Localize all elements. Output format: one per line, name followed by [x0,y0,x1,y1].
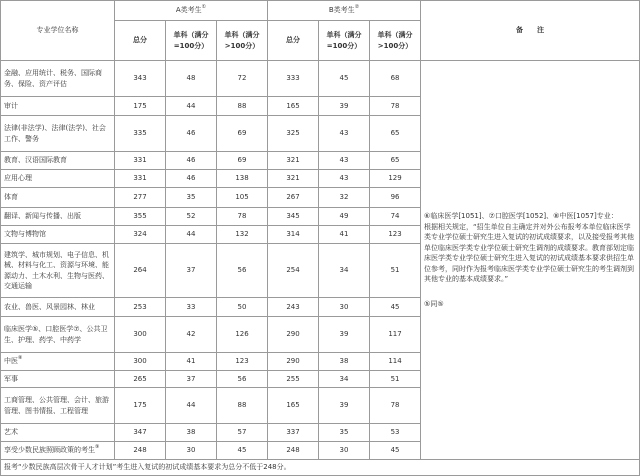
footer-row [1,460,640,476]
score-cell-a-total: 248 [115,442,166,460]
score-cell-b-s100: 32 [319,188,370,208]
score-cell-a-total: 264 [115,244,166,298]
score-cell-a-total: 253 [115,298,166,317]
major-name-cell: 应用心理 [1,170,115,188]
score-cell-a-s150: 105 [217,188,268,208]
major-name-cell: 教育、汉语国际教育 [1,152,115,170]
score-cell-b-s150: 51 [370,371,421,388]
header-a-total: 总分 [115,21,166,61]
score-cell-a-s100: 52 [166,208,217,226]
score-cell-a-s150: 78 [217,208,268,226]
score-cell-b-s100: 35 [319,424,370,442]
score-cell-b-total: 325 [268,116,319,152]
remarks-note: 根据相关规定，“招生单位自主确定并对外公布报考本单位临床医学类专业学位硕士研究生进入复试的初试成绩要求，以及接受报考其他单位临床医学类专业学位硕士研究生调剂的成绩要求。教育部划定临床医学类专业学位硕士研究生进入复试的初试成绩基本要求供招生单位参考，同时作为报考临床医学类专业学位硕士研究生的考生调剂到其他专业的基本成绩要求。” [424,222,635,283]
major-name-cell: 文物与博物馆 [1,226,115,244]
score-cell-a-s150: 57 [217,424,268,442]
header-b-single-100: 单科（满分=100分） [319,21,370,61]
header-group-b: B类考生② [268,1,421,21]
score-cell-b-s100: 43 [319,152,370,170]
score-cell-b-total: 165 [268,97,319,116]
score-cell-b-s100: 34 [319,244,370,298]
score-cell-a-total: 300 [115,317,166,353]
score-cell-a-total: 355 [115,208,166,226]
score-cell-b-s100: 43 [319,170,370,188]
remarks-cell [421,61,640,460]
score-cell-a-s100: 44 [166,226,217,244]
score-cell-a-total: 175 [115,388,166,424]
score-cell-b-s150: 51 [370,244,421,298]
score-cell-a-total: 347 [115,424,166,442]
score-cell-b-s150: 45 [370,442,421,460]
score-cell-b-s100: 30 [319,442,370,460]
score-cell-a-s100: 33 [166,298,217,317]
score-cell-a-s150: 45 [217,442,268,460]
score-cell-a-s100: 37 [166,244,217,298]
score-cell-b-s150: 123 [370,226,421,244]
score-cell-b-total: 290 [268,317,319,353]
score-cell-a-s100: 48 [166,61,217,97]
score-cell-a-s100: 41 [166,353,217,371]
score-cell-a-s100: 46 [166,170,217,188]
major-name-cell: 中医⑧ [1,353,115,371]
score-cell-a-s100: 46 [166,116,217,152]
footer-note: 报考“少数民族高层次骨干人才计划”考生进入复试的初试成绩基本要求为总分不低于248分。 [1,460,640,476]
score-cell-a-s150: 69 [217,116,268,152]
score-cell-a-s150: 56 [217,371,268,388]
remarks-note: ⑤同⑤ [424,299,444,308]
major-name-cell: 金融、应用统计、税务、国际商务、保险、资产评估 [1,61,115,97]
score-cell-a-s100: 35 [166,188,217,208]
score-cell-a-total: 300 [115,353,166,371]
score-cell-a-s100: 44 [166,97,217,116]
score-cell-a-total: 343 [115,61,166,97]
score-cell-a-s150: 56 [217,244,268,298]
score-cell-a-s150: 88 [217,97,268,116]
score-cell-a-s150: 88 [217,388,268,424]
score-cell-b-total: 321 [268,170,319,188]
score-cell-a-s150: 50 [217,298,268,317]
score-cell-b-s100: 39 [319,97,370,116]
header-remarks: 备 注 [421,1,640,61]
score-cell-b-total: 321 [268,152,319,170]
score-cell-a-s150: 132 [217,226,268,244]
score-cell-b-s150: 114 [370,353,421,371]
score-cell-b-s100: 39 [319,388,370,424]
score-cell-a-s100: 44 [166,388,217,424]
score-cell-a-total: 331 [115,170,166,188]
header-b-total: 总分 [268,21,319,61]
score-cell-b-s100: 30 [319,298,370,317]
score-cell-b-s100: 43 [319,116,370,152]
score-cell-b-total: 255 [268,371,319,388]
score-cell-b-s150: 65 [370,152,421,170]
score-cell-b-total: 248 [268,442,319,460]
major-name-cell: 法律(非法学)、法律(法学)、社会工作、警务 [1,116,115,152]
score-cell-a-s100: 38 [166,424,217,442]
score-cell-b-s100: 34 [319,371,370,388]
major-name-cell: 建筑学、城市规划、电子信息、机械、材料与化工、资源与环境、能源动力、土木水利、生物与医药、交通运输 [1,244,115,298]
score-cell-b-s150: 78 [370,97,421,116]
score-cell-b-s100: 39 [319,317,370,353]
score-cell-a-total: 277 [115,188,166,208]
score-cell-b-s150: 129 [370,170,421,188]
header-group-a: A类考生① [115,1,268,21]
score-cell-b-s150: 53 [370,424,421,442]
major-name-cell: 军事 [1,371,115,388]
score-cell-a-s100: 46 [166,152,217,170]
score-cell-b-s150: 96 [370,188,421,208]
score-cell-b-s100: 41 [319,226,370,244]
score-cell-a-total: 324 [115,226,166,244]
major-name-cell: 审计 [1,97,115,116]
score-cell-b-s150: 45 [370,298,421,317]
major-name-cell: 享受少数民族照顾政策的考生⑨ [1,442,115,460]
major-name-cell: 工商管理、公共管理、会计、旅游管理、图书情报、工程管理 [1,388,115,424]
score-cell-b-total: 267 [268,188,319,208]
score-cell-b-total: 290 [268,353,319,371]
header-a-single-100: 单科（满分=100分） [166,21,217,61]
score-cell-b-total: 243 [268,298,319,317]
header-major: 专业学位名称 [1,1,115,61]
score-cell-a-s100: 37 [166,371,217,388]
score-cell-b-total: 314 [268,226,319,244]
score-cell-a-s100: 30 [166,442,217,460]
header-a-single-over-100: 单科（满分>100分） [217,21,268,61]
score-cell-a-s100: 42 [166,317,217,353]
score-cell-b-total: 333 [268,61,319,97]
score-cell-a-total: 265 [115,371,166,388]
score-cell-b-s150: 74 [370,208,421,226]
major-name-cell: 农业、兽医、风景园林、林业 [1,298,115,317]
score-cell-b-s150: 117 [370,317,421,353]
score-cell-a-s150: 72 [217,61,268,97]
score-cell-b-total: 345 [268,208,319,226]
major-name-cell: 艺术 [1,424,115,442]
major-name-cell: 体育 [1,188,115,208]
major-name-cell: 翻译、新闻与传播、出版 [1,208,115,226]
score-cell-b-total: 337 [268,424,319,442]
score-cell-b-s150: 65 [370,116,421,152]
score-cell-a-total: 331 [115,152,166,170]
score-cell-a-total: 335 [115,116,166,152]
score-cell-b-s100: 38 [319,353,370,371]
score-cell-b-total: 165 [268,388,319,424]
table-row [1,61,640,97]
score-cell-b-s150: 68 [370,61,421,97]
score-cell-b-s100: 45 [319,61,370,97]
score-cell-a-total: 175 [115,97,166,116]
score-cell-a-s150: 126 [217,317,268,353]
major-name-cell: 临床医学⑤、口腔医学⑦、公共卫生、护理、药学、中药学 [1,317,115,353]
header-b-single-over-100: 单科（满分>100分） [370,21,421,61]
score-cell-b-total: 254 [268,244,319,298]
score-cell-b-s150: 78 [370,388,421,424]
score-cell-a-s150: 69 [217,152,268,170]
score-cell-a-s150: 123 [217,353,268,371]
score-cell-a-s150: 138 [217,170,268,188]
score-cell-b-s100: 49 [319,208,370,226]
remarks-note: ⑥临床医学[1051]、⑦口腔医学[1052]、⑧中医[1057]专业： [424,212,618,220]
